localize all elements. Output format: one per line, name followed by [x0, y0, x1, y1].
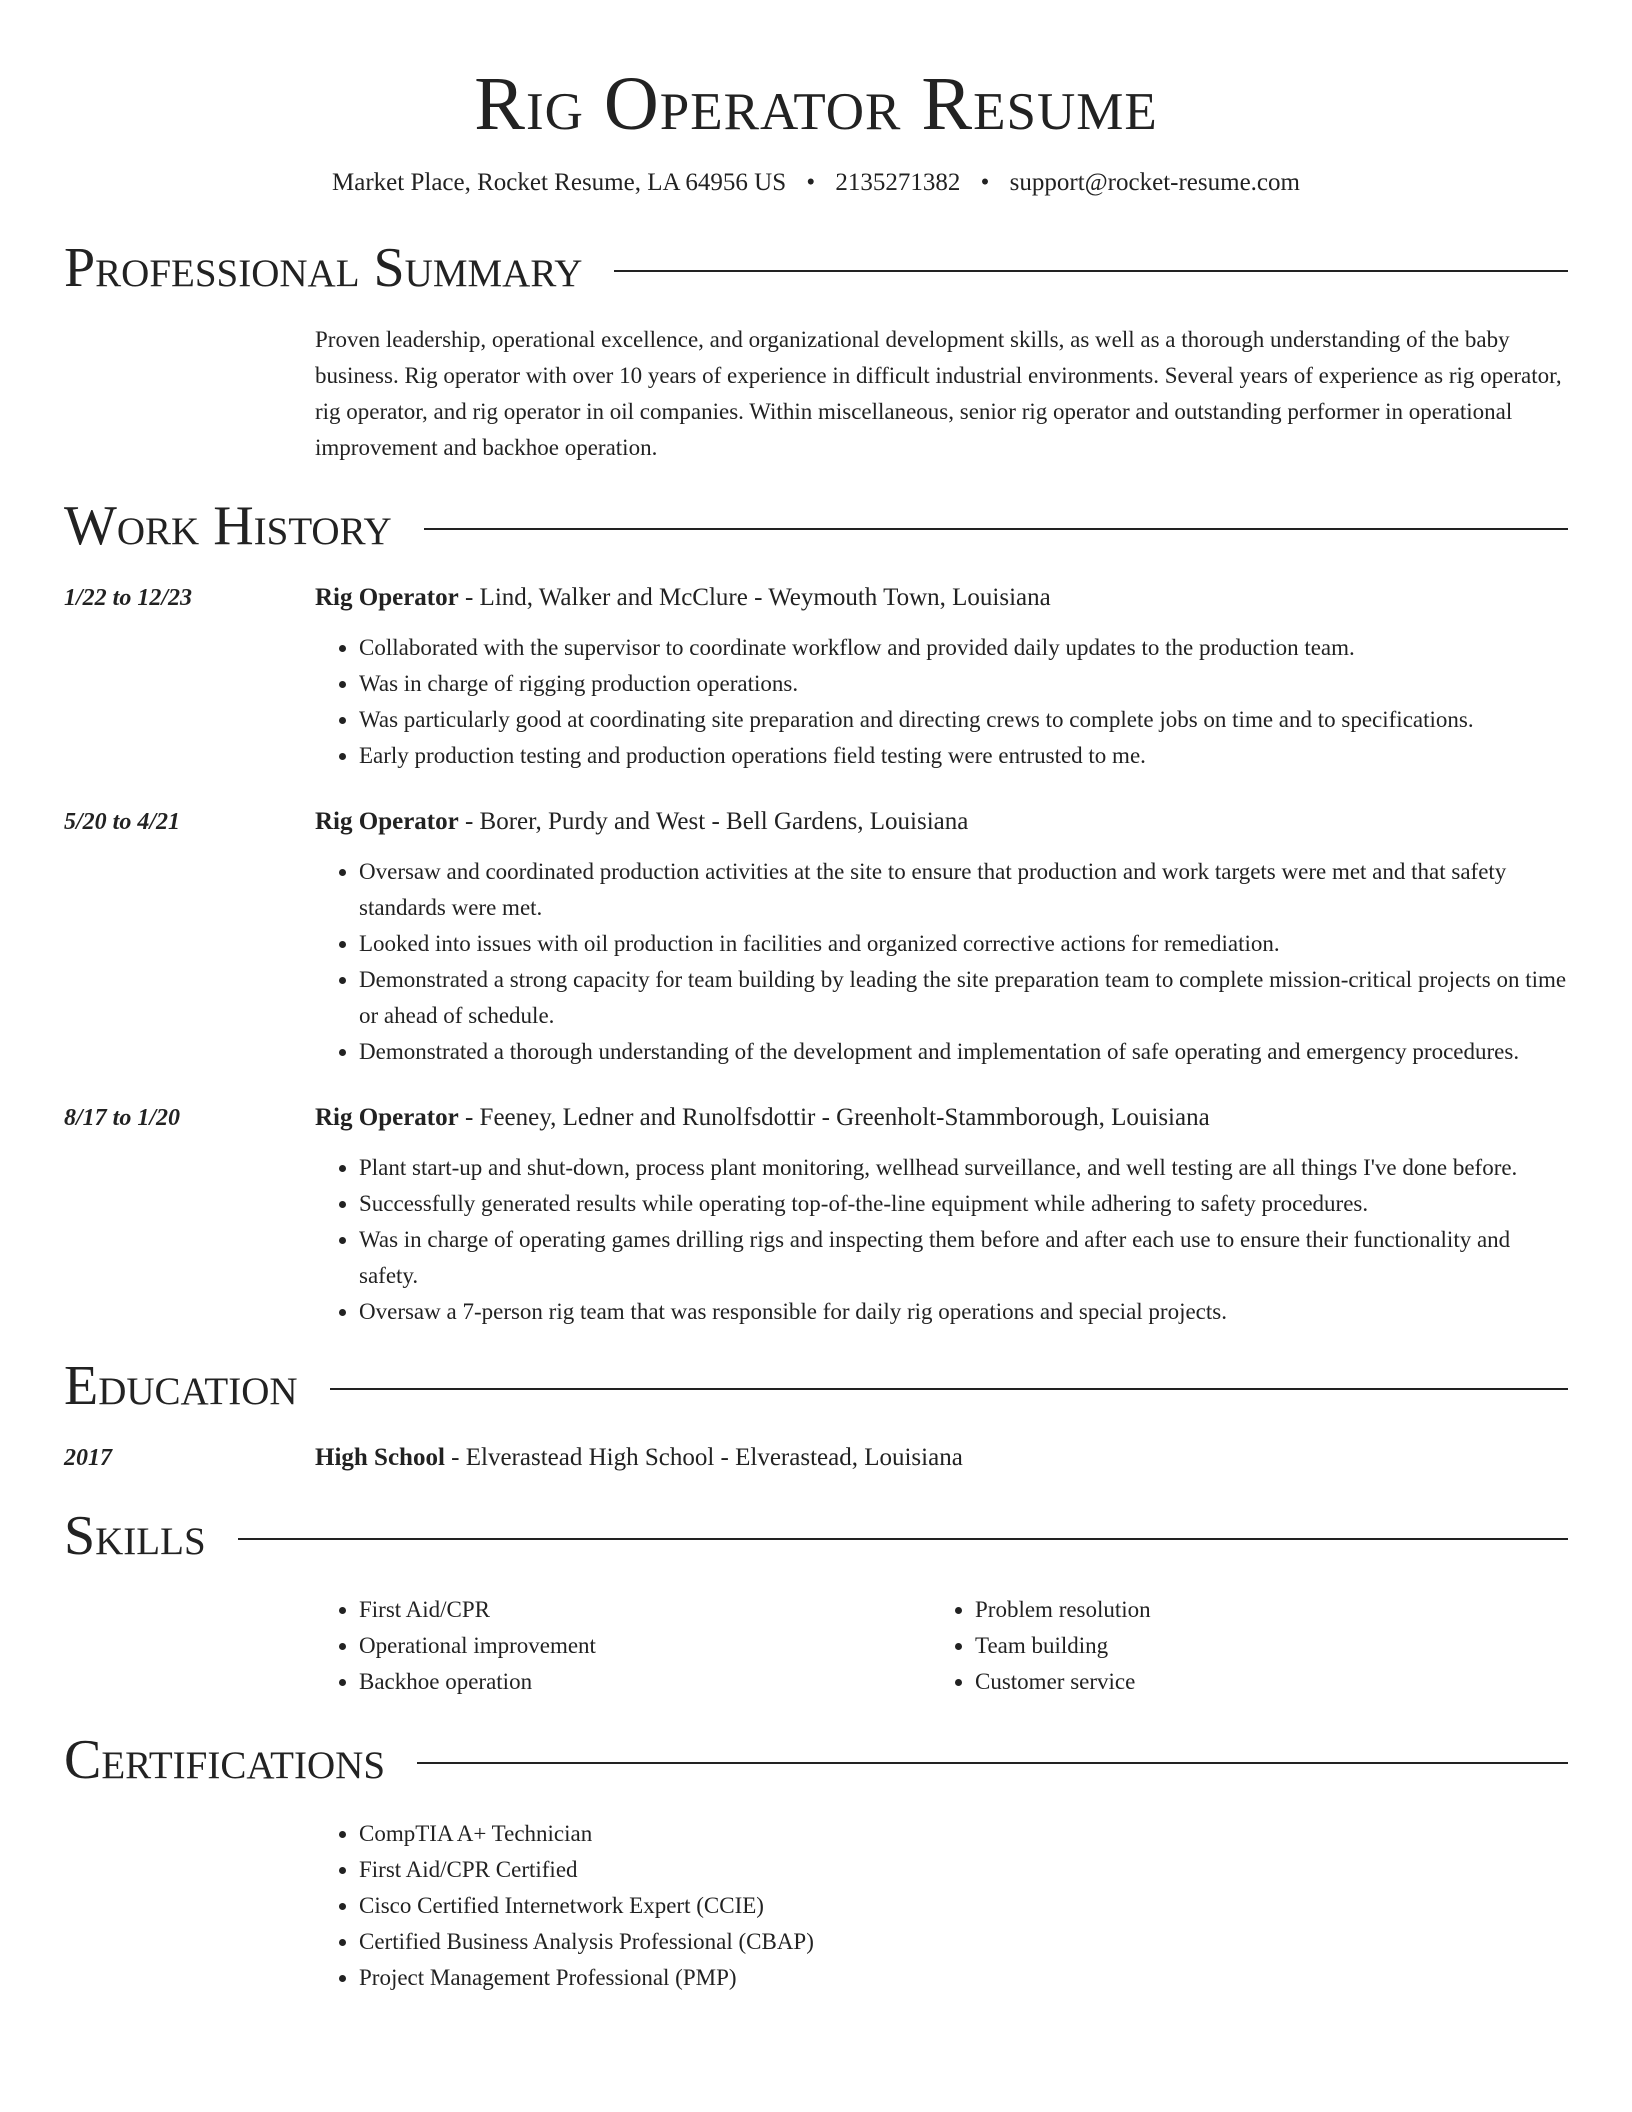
- skills-column-left: [315, 1592, 931, 1700]
- skill-item: • Operational improvement: [359, 1628, 931, 1664]
- work-details: [315, 804, 1568, 1070]
- contact-phone: 2135271382: [835, 169, 961, 196]
- job-bullet: • Collaborated with the supervisor to coordinate workflow and provided daily updates to the production team.: [359, 630, 1568, 666]
- job-bullets: [315, 854, 1568, 1070]
- job-employer: - Feeney, Ledner and Runolfsdottir - Greenholt-Stammborough, Louisiana: [458, 1104, 1210, 1131]
- summary-text: Proven leadership, operational excellence, and organizational development skills, as well as a thorough understanding of the baby business. Rig operator with over 10 years of experience in difficult industrial environments. Several years of experience as rig operator, rig operator, and rig operator in oil companies. Within miscellaneous, senior rig operator and outstanding performer in operational improvement and backhoe operation.: [315, 327, 1562, 460]
- job-bullet: • Plant start-up and shut-down, process plant monitoring, wellhead surveillance, and well testing are all things I've done before.: [359, 1150, 1568, 1186]
- skill-item: • Customer service: [975, 1664, 1547, 1700]
- section-divider: [330, 1388, 1568, 1390]
- skills-list: [315, 1592, 1568, 1700]
- work-dates: 8/17 to 1/20: [64, 1105, 181, 1131]
- resume-title: Rig Operator Resume: [474, 62, 1158, 146]
- job-bullet: • Demonstrated a strong capacity for team building by leading the site preparation team to complete mission-critical projects on time or ahead of schedule.: [359, 962, 1568, 1034]
- job-line: [315, 580, 1568, 616]
- job-bullet: • Early production testing and production operations field testing were entrusted to me.: [359, 738, 1568, 774]
- section-divider: [238, 1538, 1568, 1540]
- job-bullets: [315, 1150, 1568, 1330]
- section-header-work: [64, 494, 1568, 558]
- work-details: [315, 1100, 1568, 1330]
- section-title-skills: Skills: [64, 1505, 206, 1567]
- job-bullet: • Oversaw and coordinated production activities at the site to ensure that production and work targets were met and that safety standards were met.: [359, 854, 1568, 926]
- job-bullet: • Was in charge of operating games drilling rigs and inspecting them before and after each use to ensure their functionality and safety.: [359, 1222, 1568, 1294]
- work-entry: [64, 580, 1568, 774]
- skill-item: • Backhoe operation: [359, 1664, 931, 1700]
- education-school: - Elverastead High School - Elverastead, Louisiana: [444, 1444, 963, 1471]
- section-divider: [424, 528, 1568, 530]
- education-degree: High School: [315, 1444, 445, 1471]
- job-bullets: [315, 630, 1568, 774]
- contact-line: [64, 166, 1568, 200]
- job-title: Rig Operator: [315, 1104, 459, 1131]
- section-divider: [614, 270, 1568, 272]
- job-bullet: • Demonstrated a thorough understanding of the development and implementation of safe operating and emergency procedures.: [359, 1034, 1568, 1070]
- section-title-education: Education: [64, 1355, 298, 1417]
- section-header-education: [64, 1354, 1568, 1418]
- section-title-work: Work History: [64, 495, 392, 557]
- section-divider: [417, 1762, 1568, 1764]
- certification-item: • CompTIA A+ Technician: [359, 1816, 1568, 1852]
- job-employer: - Lind, Walker and McClure - Weymouth Town, Louisiana: [458, 584, 1051, 611]
- job-line: [315, 804, 1568, 840]
- section-header-skills: [64, 1504, 1568, 1568]
- work-entry: [64, 1100, 1568, 1330]
- contact-address: Market Place, Rocket Resume, LA 64956 US: [332, 169, 787, 196]
- education-line: [315, 1440, 1568, 1476]
- contact-separator: •: [806, 169, 816, 196]
- section-title-summary: Professional Summary: [64, 237, 583, 299]
- work-dates: 1/22 to 12/23: [64, 585, 193, 611]
- job-title: Rig Operator: [315, 808, 459, 835]
- job-bullet: • Successfully generated results while operating top-of-the-line equipment while adhering to safety procedures.: [359, 1186, 1568, 1222]
- skill-item: • Problem resolution: [975, 1592, 1547, 1628]
- section-header-certifications: [64, 1728, 1568, 1792]
- certifications-list: [315, 1816, 1568, 1996]
- section-header-summary: [64, 236, 1568, 300]
- skill-item: • First Aid/CPR: [359, 1592, 931, 1628]
- contact-separator: •: [980, 169, 990, 196]
- job-title: Rig Operator: [315, 584, 459, 611]
- education-details: [315, 1440, 1568, 1476]
- resume-page: [64, 0, 1568, 1996]
- job-bullet: • Oversaw a 7-person rig team that was responsible for daily rig operations and special projects.: [359, 1294, 1568, 1330]
- section-title-certifications: Certifications: [64, 1729, 386, 1791]
- education-year: 2017: [64, 1445, 112, 1471]
- skill-item: • Team building: [975, 1628, 1547, 1664]
- work-entry: [64, 804, 1568, 1070]
- certification-item: • Certified Business Analysis Professional (CBAP): [359, 1924, 1568, 1960]
- job-bullet: • Was particularly good at coordinating site preparation and directing crews to complete jobs on time and to specifications.: [359, 702, 1568, 738]
- work-dates: 5/20 to 4/21: [64, 809, 181, 835]
- skills-column-right: [931, 1592, 1547, 1700]
- job-bullet: • Was in charge of rigging production operations.: [359, 666, 1568, 702]
- contact-email[interactable]: support@rocket-resume.com: [1009, 169, 1300, 196]
- education-entry: [64, 1440, 1568, 1476]
- certification-item: • First Aid/CPR Certified: [359, 1852, 1568, 1888]
- job-bullet: • Looked into issues with oil production in facilities and organized corrective actions for remediation.: [359, 926, 1568, 962]
- job-employer: - Borer, Purdy and West - Bell Gardens, Louisiana: [458, 808, 969, 835]
- work-details: [315, 580, 1568, 774]
- job-line: [315, 1100, 1568, 1136]
- certification-item: • Cisco Certified Internetwork Expert (CCIE): [359, 1888, 1568, 1924]
- certification-item: • Project Management Professional (PMP): [359, 1960, 1568, 1996]
